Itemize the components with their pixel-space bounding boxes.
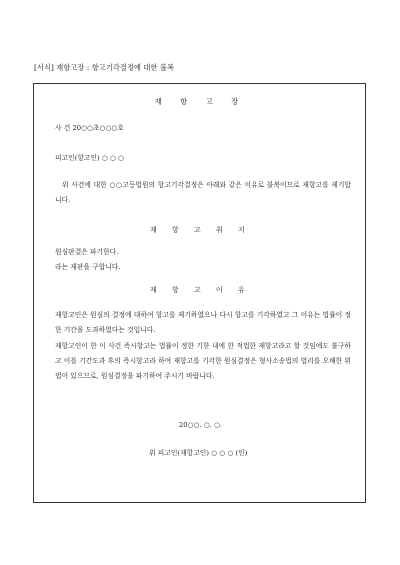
reason-section-title: 재 항 고 이 유 xyxy=(149,286,252,294)
form-header-label: [서식] 재항고장 : 항고기각결정에 대한 불복 xyxy=(34,63,174,72)
signature-line: 위 피고인(재항고인) ○ ○ ○ (인) xyxy=(149,449,248,457)
document-title: 재 항 고 장 xyxy=(154,97,247,106)
document-box xyxy=(33,83,366,503)
intro-paragraph: 위 사건에 대한 ○○고등법원의 항고기각결정은 아래와 같은 이유로 불복이므로 재항고를 제기합니다. xyxy=(55,181,351,205)
purpose-line-1: 원심판결은 파기한다. xyxy=(55,248,119,256)
case-number-line: 사 건 20○○초○○○호 xyxy=(55,124,124,132)
appellant-line: 피고인(항고인) ○ ○ ○ xyxy=(55,154,124,162)
purpose-line-2: 라는 재판을 구합니다. xyxy=(55,263,121,271)
date-line: 20○○. ○. ○. xyxy=(178,421,223,429)
reason-paragraph-1: 재항고인은 원심의 결정에 대하여 항고를 제기하였으나 다시 항고를 기각하였고 그 이유는 법률이 정한 기간을 도과하였다는 것입니다. xyxy=(55,311,351,335)
purpose-section-title: 재 항 고 취 지 xyxy=(149,226,252,234)
reason-paragraph-2: 재항고인이 한 이 사건 즉시항고는 법률이 정한 기한 내에 한 적법한 재항고라고 할 것임에도 불구하고 이를 기간도과 후의 즉시항고라 하여 재항고를 기각한 원심결정은 형사소송법의 법리를 오해한 위법이 있으므로, 원심결정을 파기하여 주시기 바랍니다. xyxy=(55,342,351,381)
